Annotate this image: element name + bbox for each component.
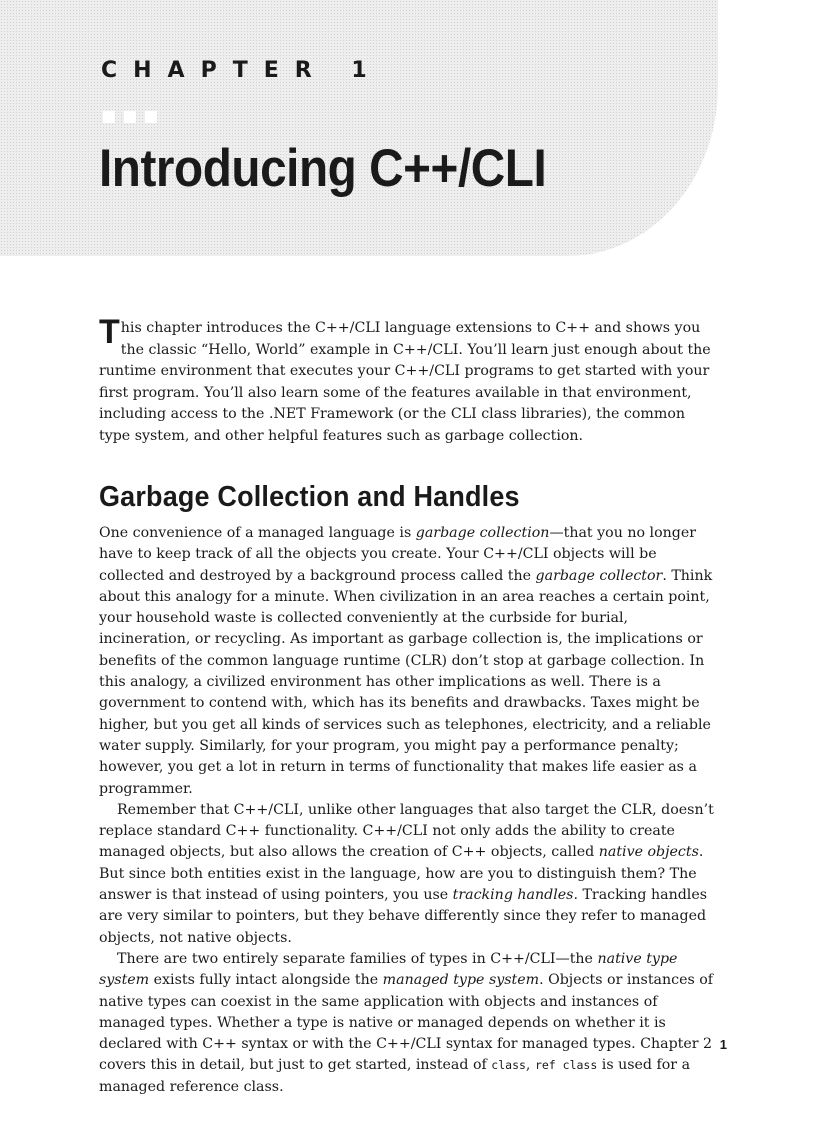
section-body [99, 523, 719, 1098]
text-run: . Think about this analogy for a minute. When civilization in an area reaches a certain point, your household waste is collected conveniently at the curbside for burial, incineration, or recycling. As important as garbage collection is, the implications or benefits of the common language runtime (CLR) don’t stop at garbage collection. In this analogy, a civilized environment has other implications as well. There is a government to contend with, which has its benefits and drawbacks. Taxes might be higher, but you get all kinds of services such as telephones, electricity, and a reliable water supply. Similarly, for your program, you might pay a performance penalty; however, you get a lot in return in terms of functionality that makes life easier as a programmer. [99, 567, 713, 797]
page-number: 1 [719, 1037, 727, 1052]
intro-paragraph [99, 313, 717, 447]
text-run: . But since both entities exist in the language, how are you to distinguish them? The answer is that instead of using pointers, you use [99, 844, 704, 904]
emphasis-term: native type system [99, 950, 678, 989]
decorative-square [124, 111, 136, 123]
text-run: Remember that C++/CLI, unlike other languages that also target the CLR, doesn’t replace standard C++ functionality. C++/CLI not only adds the ability to create managed objects, but also allows the creation of C++ objects, called [99, 801, 714, 861]
emphasis-term: garbage collector [535, 567, 663, 584]
intro-text: his chapter introduces the C++/CLI language extensions to C++ and shows you the classic “Hello, World” example in C++/CLI. You’ll learn just enough about the runtime environment that executes your C++/CLI programs to get started with your first program. You’ll also learn some of the features available in that environment, including access to the .NET Framework (or the CLI class libraries), the common type system, and other helpful features such as garbage collection. [99, 320, 711, 444]
body-paragraph-1 [99, 523, 719, 800]
text-run: There are two entirely separate families of types in C++/CLI—the [117, 950, 598, 967]
emphasis-term: tracking handles [452, 887, 574, 904]
code-keyword: class [491, 1058, 526, 1073]
text-run: exists fully intact alongside the [149, 972, 383, 989]
chapter-label: CHAPTER 1 [101, 58, 383, 83]
decorative-square [145, 111, 157, 123]
text-run: . Tracking handles are very similar to pointers, but they behave differently since they refer to managed objects, not native objects. [99, 887, 707, 946]
emphasis-term: native objects [598, 844, 699, 861]
chapter-title: Introducing C++/CLI [99, 139, 547, 198]
decorative-square [103, 111, 115, 123]
code-keyword: ref class [534, 1058, 598, 1073]
drop-cap: T [99, 313, 120, 351]
emphasis-term: managed type system [382, 972, 540, 989]
chapter-banner [0, 0, 718, 256]
text-run: . Objects or instances of native types can coexist in the same application with objects and instances of managed types. Whether a type is native or managed depends on whether it is declared with C++ syntax or with the C++/CLI syntax for managed types. Chapter 2 covers this in detail, but just to get started, instead of [99, 972, 714, 1074]
text-run: —that you no longer have to keep track of all the objects you create. Your C++/CLI objects will be collected and destroyed by a background process called the [99, 525, 697, 584]
text-run: One convenience of a managed language is [99, 525, 416, 541]
section-heading: Garbage Collection and Handles [99, 481, 520, 513]
emphasis-term: garbage collection [415, 525, 550, 541]
body-paragraph-2 [99, 800, 719, 949]
text-run: , [525, 1057, 535, 1074]
text-run: is used for a managed reference class. [99, 1057, 691, 1095]
body-paragraph-3 [99, 949, 719, 1098]
